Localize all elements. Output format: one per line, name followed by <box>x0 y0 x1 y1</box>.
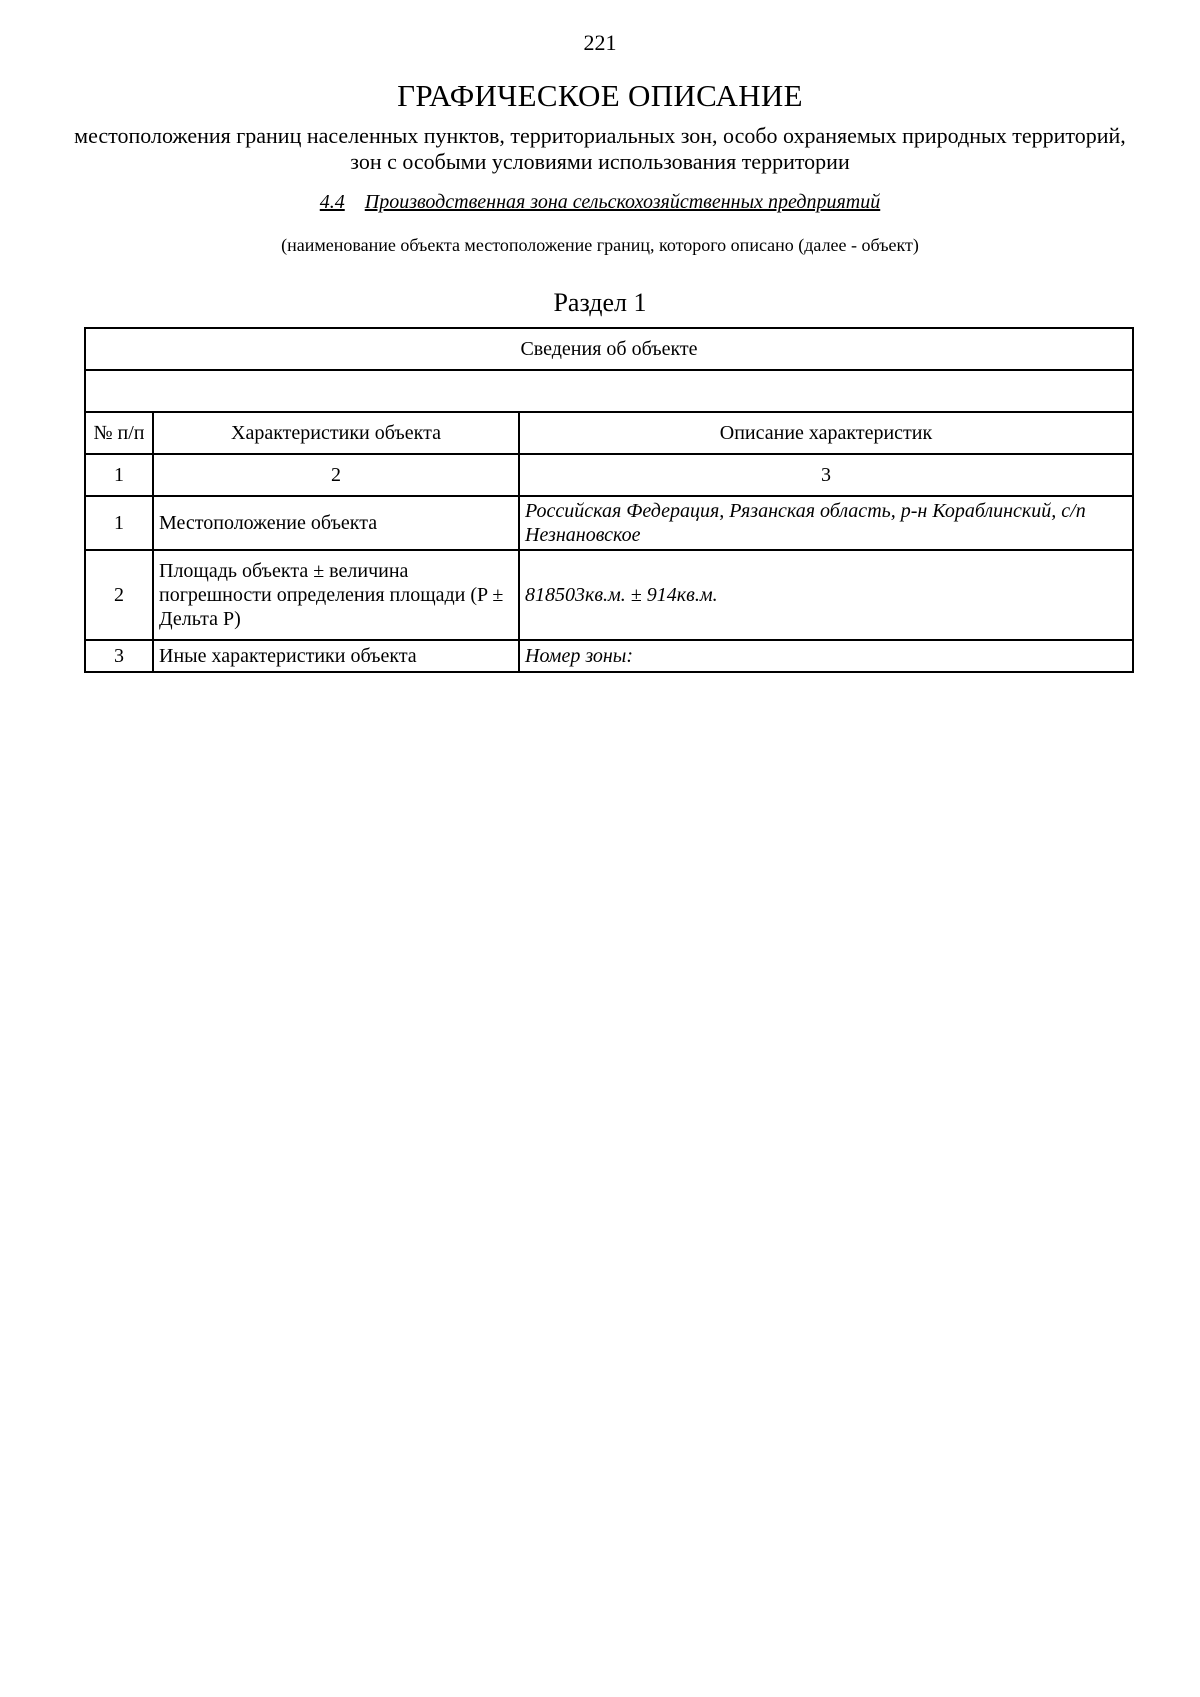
table-row <box>85 496 1133 550</box>
header-num: № п/п <box>85 412 153 454</box>
document-subtitle: местоположения границ населенных пунктов, территориальных зон, особо охраняемых природных территорий, зон с особыми условиями использования территории <box>74 123 1126 174</box>
table-caption: Сведения об объекте <box>85 328 1133 370</box>
header-characteristic: Характеристики объекта <box>153 412 519 454</box>
row-description: Номер зоны: <box>519 640 1133 672</box>
row-characteristic: Местоположение объекта <box>153 496 519 550</box>
row-characteristic: Иные характеристики объекта <box>153 640 519 672</box>
row-num: 2 <box>85 550 153 640</box>
header-description: Описание характеристик <box>519 412 1133 454</box>
table-caption-row <box>85 328 1133 370</box>
row-description: 818503кв.м. ± 914кв.м. <box>519 550 1133 640</box>
object-heading <box>0 191 1200 214</box>
column-number-row <box>85 454 1133 496</box>
row-description: Российская Федерация, Рязанская область, р-н Кораблинский, с/п Незнановское <box>519 496 1133 550</box>
table-blank-row <box>85 370 1133 412</box>
column-number: 1 <box>85 454 153 496</box>
page-number: 221 <box>583 30 617 55</box>
row-num: 3 <box>85 640 153 672</box>
row-characteristic: Площадь объекта ± величина погрешности определения площади (P ± Дельта P) <box>153 550 519 640</box>
row-num: 1 <box>85 496 153 550</box>
table-row <box>85 550 1133 640</box>
object-caption: (наименование объекта местоположение границ, которого описано (далее - объект) <box>281 235 919 255</box>
column-number: 2 <box>153 454 519 496</box>
section-title: Раздел 1 <box>553 288 647 317</box>
object-number: 4.4 <box>319 191 345 213</box>
object-info-table <box>84 327 1134 673</box>
object-name: Производственная зона сельскохозяйственных предприятий <box>364 191 881 213</box>
document-title: ГРАФИЧЕСКОЕ ОПИСАНИЕ <box>397 78 803 113</box>
table-blank-cell <box>85 370 1133 412</box>
table-header-row <box>85 412 1133 454</box>
table-row <box>85 640 1133 672</box>
column-number: 3 <box>519 454 1133 496</box>
